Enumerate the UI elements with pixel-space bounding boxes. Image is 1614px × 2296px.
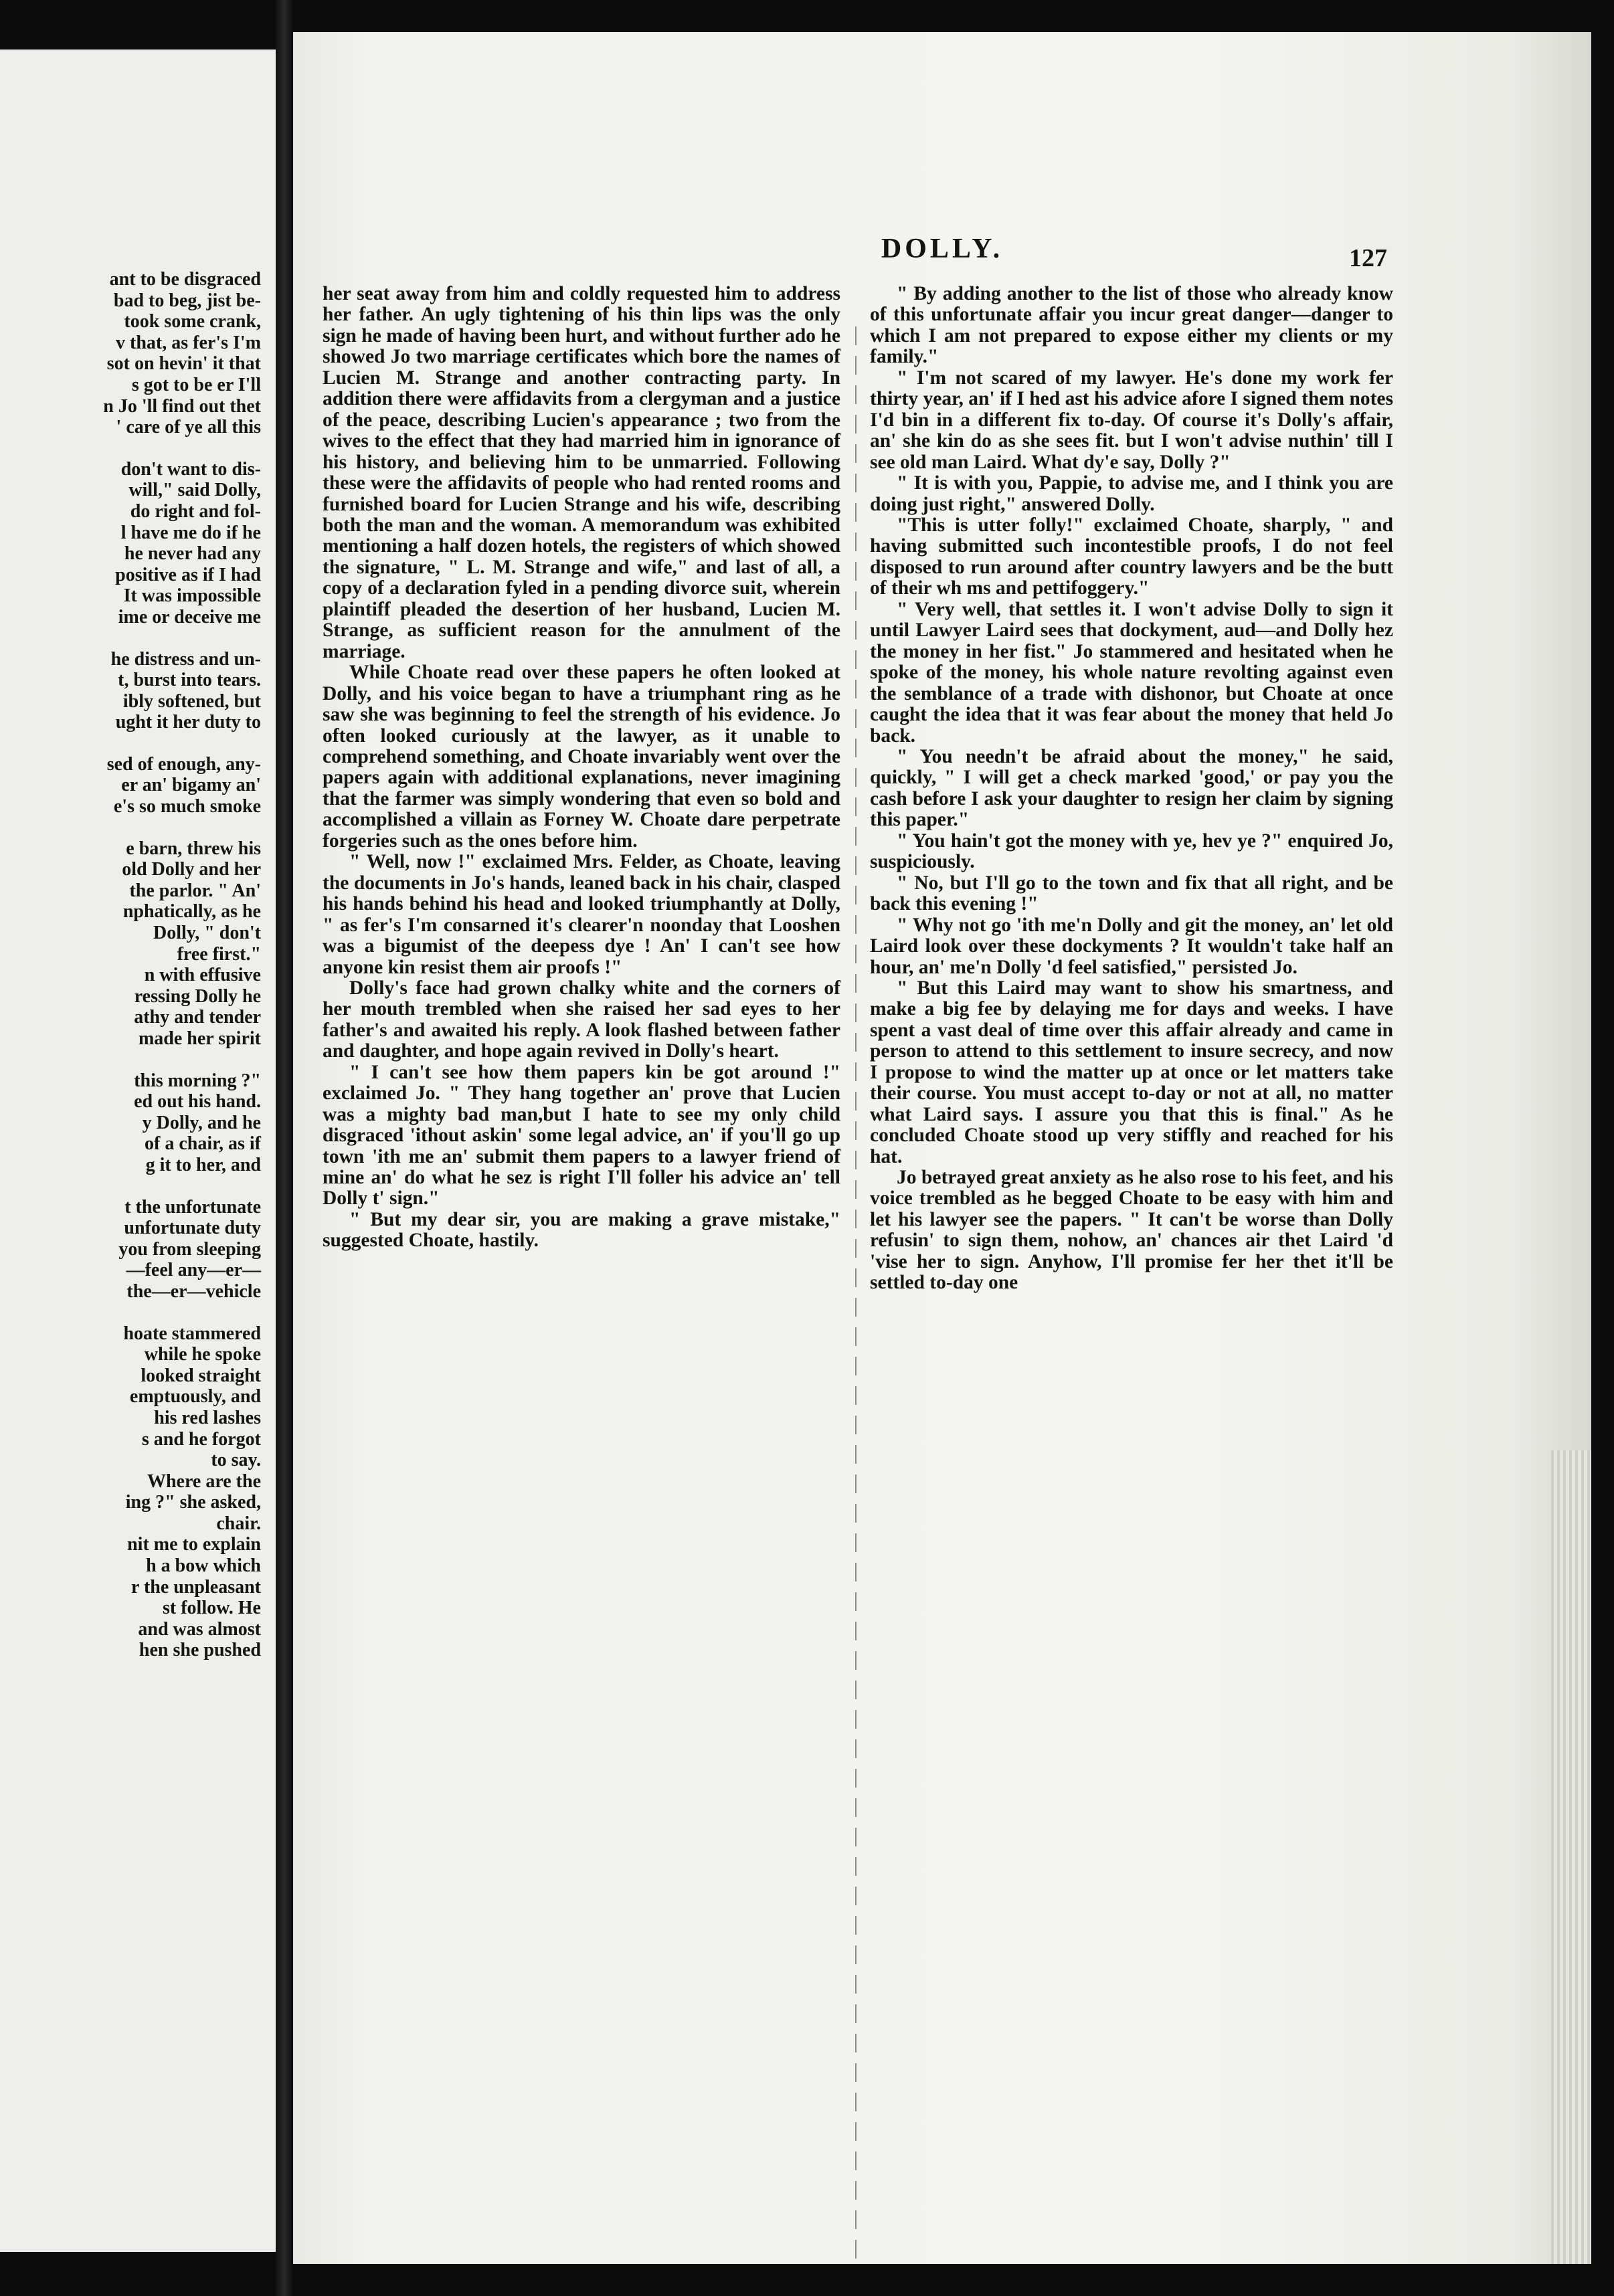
facing-page-line: chair. bbox=[216, 1513, 261, 1534]
facing-page-line: t the unfortunate bbox=[124, 1196, 261, 1218]
paragraph: " I can't see how them papers kin be got around !" exclaimed Jo. " They hang together an' prove that Lucien was a mighty bad man,but I hate to see my only child disgraced 'ithout askin' some legal advice, an' if you'll go up town 'ith me an' submit them papers to a lawyer friend of mine an' do what he sez is right I'll foller his advice an' tell Dolly t' sign." bbox=[323, 1061, 840, 1210]
facing-page-line: ed out his hand. bbox=[134, 1091, 261, 1113]
paragraph: " You hain't got the money with ye, hev ye ?" enquired Jo, suspiciously. bbox=[870, 830, 1393, 873]
facing-page-line: er an' bigamy an' bbox=[121, 775, 261, 796]
facing-page-line: st follow. He bbox=[163, 1598, 261, 1619]
facing-page-line: Where are the bbox=[147, 1470, 261, 1492]
facing-page-line: looked straight bbox=[141, 1365, 261, 1386]
facing-page-line: old Dolly and her bbox=[122, 859, 261, 880]
facing-page-line: to say. bbox=[211, 1450, 261, 1471]
page-number: 127 bbox=[1349, 244, 1387, 272]
facing-page-line bbox=[0, 1050, 261, 1070]
paragraph: " I'm not scared of my lawyer. He's done my work fer thirty year, an' if I hed ast his advice afore I signed them notes I'd bin in a different fix to-day. Of course it's Dolly's affair, an' she kin do as she sees fit. but I won't advise nuthin' till I see old man Laird. What dy'e say, Dolly ?" bbox=[870, 367, 1393, 473]
paragraph: While Choate read over these papers he often looked at Dolly, and his voice began to have a triumphant ring as he saw she was beginning to feel the strength of his evidence. Jo often looked curiously at the lawyer, as it unable to comprehend something, and Choate invariably went over the papers again with additional explanations, never imagining that the farmer was simply wondering that even so bold and accomplished a villain as Forney W. Choate dare perpetrate forgeries such as the ones before him. bbox=[323, 662, 840, 852]
facing-page-line: the—er—vehicle bbox=[126, 1280, 261, 1302]
text-column-right bbox=[870, 284, 1393, 1294]
facing-page-line: ant to be disgraced bbox=[109, 269, 261, 290]
facing-page-line: Dolly, " don't bbox=[153, 923, 261, 944]
facing-page-line: y Dolly, and he bbox=[142, 1112, 261, 1133]
facing-page-line: his red lashes bbox=[154, 1407, 261, 1428]
column-rule bbox=[855, 326, 857, 2264]
facing-page-line: this morning ?" bbox=[134, 1070, 261, 1091]
book-gutter bbox=[276, 0, 293, 2296]
paragraph: " You needn't be afraid about the money," he said, quickly, " I will get a check marked 'good,' or pay you the cash before I ask your daughter to resign her claim by signing this paper." bbox=[870, 745, 1393, 831]
paragraph: her seat away from him and coldly requested him to address her father. An ugly tightening of his thin lips was the only sign he made of having been hurt, and without further ado he showed Jo two marriage certificates which bore the names of Lucien M. Strange and another contracting party. In addition there were affidavits from a clergyman and a justice of the peace, describing Lucien's appearance ; two from the wives to the effect that they had married him in ignorance of his history, and believing him to be unmarried. Following these were the affidavits of people who had rented rooms and furnished board for Lucien Strange and his wife, describing both the man and the woman. A memorandum was exhibited mentioning a half dozen hotels, the registers of which showed the signature, " L. M. Strange and wife," and last of all, a copy of a declaration fyled in a pending divorce suit, wherein plaintiff pleaded the desertion of her husband, Lucien M. Strange, as sufficient reason for the annulment of the marriage. bbox=[323, 283, 840, 662]
facing-page-line: he never had any bbox=[124, 543, 261, 565]
facing-page-line: g it to her, and bbox=[145, 1154, 261, 1175]
facing-page-line: emptuously, and bbox=[129, 1386, 261, 1408]
facing-page-line: don't want to dis- bbox=[120, 458, 261, 480]
facing-page-line: s and he forgot bbox=[141, 1428, 261, 1450]
facing-page-line: do right and fol- bbox=[130, 500, 261, 522]
facing-page-line: of a chair, as if bbox=[145, 1133, 261, 1155]
facing-page-line: nphatically, as he bbox=[122, 901, 261, 923]
facing-page-line: n Jo 'll find out thet bbox=[103, 395, 261, 417]
facing-page-line: hen she pushed bbox=[139, 1640, 261, 1661]
paragraph: " It is with you, Pappie, to advise me, and I think you are doing just right," answered Dolly. bbox=[870, 472, 1393, 515]
paragraph: " But my dear sir, you are making a grave mistake," suggested Choate, hastily. bbox=[323, 1208, 840, 1252]
facing-page-line bbox=[0, 1303, 261, 1323]
page-edge bbox=[1551, 1450, 1591, 2264]
facing-page-line: e barn, threw his bbox=[126, 838, 261, 859]
facing-page-line: the parlor. " An' bbox=[129, 880, 261, 901]
facing-page-line: took some crank, bbox=[124, 311, 261, 332]
facing-page-line: s got to be er I'll bbox=[131, 374, 261, 395]
facing-page-line: h a bow which bbox=[146, 1555, 261, 1577]
facing-page-line: athy and tender bbox=[134, 1007, 261, 1028]
paragraph: " Well, now !" exclaimed Mrs. Felder, as Choate, leaving the documents in Jo's hands, leaned back in his chair, clasped his hands behind his head and looked triumphantly at Dolly, " as fer's I'm consarned it's clearer'n noonday that Looshen was a bigumist of the deepess dye ! An' I can't see how anyone kin resist them air proofs !" bbox=[323, 851, 840, 978]
paragraph: "This is utter folly!" exclaimed Choate, sharply, " and having submitted such incontestible proofs, I do not feel disposed to run around after country lawyers and be the butt of their wh ms and pettifoggery." bbox=[870, 514, 1393, 599]
facing-page-line: positive as if I had bbox=[115, 564, 261, 585]
facing-page-line: e's so much smoke bbox=[113, 796, 261, 818]
facing-page-line: It was impossible bbox=[123, 585, 261, 607]
facing-page-line: and was almost bbox=[138, 1618, 261, 1640]
facing-page-line bbox=[0, 733, 261, 754]
facing-page-line: nit me to explain bbox=[127, 1534, 261, 1555]
book-page bbox=[293, 32, 1591, 2264]
text-column-left bbox=[323, 284, 840, 1252]
paragraph: " Why not go 'ith me'n Dolly and git the money, an' let old Laird look over these dockyments ? It wouldn't take half an hour, an' me'n Dolly 'd feel satisfied," persisted Jo. bbox=[870, 914, 1393, 978]
facing-page-line: r the unpleasant bbox=[131, 1576, 261, 1598]
paragraph: Dolly's face had grown chalky white and the corners of her mouth trembled when she raised her sad eyes to her father's and awaited his reply. A look flashed between father and daughter, and hope again revived in Dolly's heart. bbox=[323, 977, 840, 1062]
facing-page-line: bad to beg, jist be- bbox=[113, 290, 261, 311]
facing-page-line: ressing Dolly he bbox=[134, 985, 261, 1007]
facing-page-line: sed of enough, any- bbox=[106, 753, 261, 775]
facing-page-line: ibly softened, but bbox=[122, 690, 261, 712]
facing-page-line: made her spirit bbox=[138, 1028, 261, 1049]
facing-page-text bbox=[0, 269, 261, 1661]
facing-page-line: hoate stammered bbox=[123, 1323, 261, 1344]
facing-page-line: l have me do if he bbox=[120, 522, 261, 543]
facing-page-line bbox=[0, 1176, 261, 1197]
facing-page-line: t, burst into tears. bbox=[118, 670, 261, 691]
facing-page-line: will," said Dolly, bbox=[128, 480, 261, 501]
facing-page-line: he distress and un- bbox=[110, 648, 261, 670]
paragraph: Jo betrayed great anxiety as he also rose to his feet, and his voice trembled as he begged Choate to be easy with him and let his lawyer see the papers. " It can't be worse than Dolly refusin' to sign them, nohow, an' chances air thet Laird 'd 'vise her to sign. Anyhow, I'll promise fer her thet it'll be settled to-day one bbox=[870, 1167, 1393, 1294]
facing-page-line bbox=[0, 818, 261, 838]
facing-page-line: free first." bbox=[177, 943, 261, 965]
facing-page-line: sot on hevin' it that bbox=[106, 353, 261, 375]
facing-page-line: v that, as fer's I'm bbox=[116, 332, 261, 353]
facing-page-line: —feel any—er— bbox=[126, 1260, 261, 1281]
facing-page-line: unfortunate duty bbox=[124, 1218, 261, 1239]
facing-page-line: ing ?" she asked, bbox=[125, 1492, 261, 1513]
facing-page-line bbox=[0, 628, 261, 649]
facing-page-line: ime or deceive me bbox=[118, 606, 261, 628]
running-title: DOLLY. bbox=[881, 233, 1004, 264]
facing-page-line: ught it her duty to bbox=[115, 712, 261, 733]
paragraph: " Very well, that settles it. I won't advise Dolly to sign it until Lawyer Laird sees that dockyment, aud—and Dolly hez the money in her fist." Jo stammered and hesitated when he spoke of the money, his whole nature revolting against even the semblance of a trade with dishonor, but Choate at once caught the idea that it was fear about the money that held Jo back. bbox=[870, 598, 1393, 747]
facing-page-line: while he spoke bbox=[144, 1344, 261, 1365]
facing-page-line: you from sleeping bbox=[118, 1238, 261, 1260]
facing-page-line: n with effusive bbox=[144, 965, 261, 986]
paragraph: " But this Laird may want to show his smartness, and make a big fee by delaying me for days and weeks. I have spent a vast deal of time over this affair already and came in person to attend to this settlement to insure secrecy, and now I propose to wind the matter up at once or let matters take their course. You must accept to-day or not at all, no matter what Laird says. I assure you that this is final." As he concluded Choate stood up very stiffly and reached for his hat. bbox=[870, 977, 1393, 1167]
paragraph: " No, but I'll go to the town and fix that all right, and be back this evening !" bbox=[870, 872, 1393, 915]
paragraph: " By adding another to the list of those who already know of this unfortunate affair you incur great danger—danger to which I am not prepared to expose either my clients or my family." bbox=[870, 283, 1393, 368]
facing-page-line: ' care of ye all this bbox=[116, 417, 261, 438]
facing-page-fragment bbox=[0, 50, 276, 2252]
facing-page-line bbox=[0, 438, 261, 459]
